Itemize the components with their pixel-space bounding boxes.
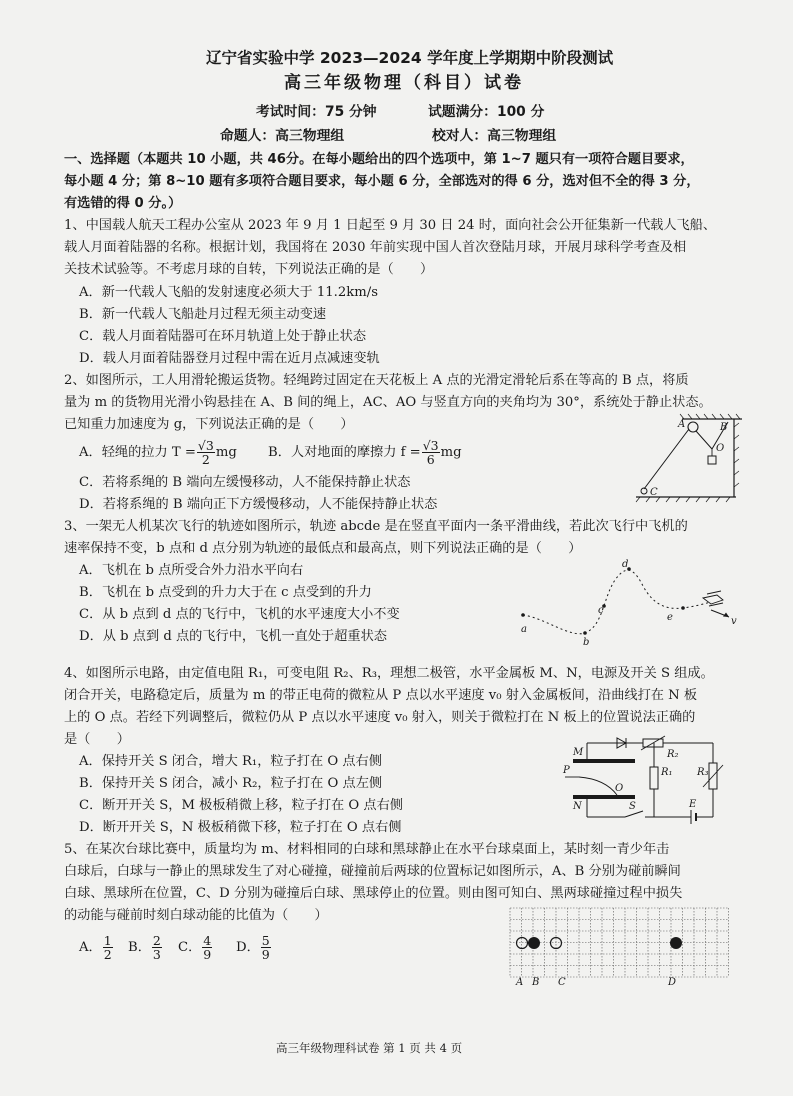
section1-line2: 每小题 4 分；第 8~10 题有多项符合题目要求，每小题 6 分，全部选对的得 6 分，选对但不全的得 3 分， — [64, 174, 700, 189]
q5-line1: 5、在某次台球比赛中，质量均为 m、材料相同的白球和黑球静止在水平台球桌面上，某时刻一青少年击 — [64, 842, 670, 857]
q2-pulley-figure — [630, 413, 750, 503]
q1-option-a: A．新一代载人飞船的发射速度必须大于 11.2km/s — [79, 285, 378, 300]
q5-label-b: B — [532, 977, 540, 988]
q2-option-b-suffix: mg — [440, 445, 462, 460]
q5-label-d: D — [668, 977, 677, 988]
q1-option-c: C．载人月面着陆器可在环月轨道上处于静止状态 — [79, 329, 367, 344]
exam-time: 考试时间：75 分钟 — [256, 104, 377, 120]
q5-grid-lines — [510, 908, 729, 977]
q3-point-a — [521, 613, 525, 617]
exam-checker: 校对人：高三物理组 — [432, 128, 557, 144]
q5-label-a: A — [516, 977, 524, 988]
q3-label-d: d — [622, 559, 629, 570]
q5-label-c: C — [558, 977, 566, 988]
q1-line3: 关技术试验等。不考虑月球的自转，下列说法正确的是（ ） — [64, 262, 434, 277]
q4-label-n: N — [573, 801, 582, 812]
q4-option-c: C．断开开关 S，M 极板稍微上移，粒子打在 O 点右侧 — [79, 798, 403, 813]
q4-label-p: P — [563, 765, 570, 776]
q2-option-b-numerator: √3 — [422, 438, 439, 453]
q5-line3: 白球、黑球所在位置，C、D 分别为碰撞后白球、黑球停止的位置。则由图可知白、黑两球碰撞过程中损失 — [64, 886, 683, 901]
q3-label-a: a — [521, 624, 527, 635]
q4-option-b: B．保持开关 S 闭合，减小 R₂，粒子打在 O 点左侧 — [79, 776, 383, 791]
q2-option-b-prefix: B．人对地面的摩擦力 f = — [268, 445, 421, 460]
q4-line4: 是（ ） — [64, 732, 130, 747]
q4-circuit-figure — [565, 735, 735, 830]
q2-option-b — [268, 436, 462, 470]
q4-label-r2: R₂ — [667, 749, 679, 760]
drone-icon — [703, 591, 723, 606]
q1-line1: 1、中国载人航天工程办公室从 2023 年 9 月 1 日起至 9 月 30 日 24 时，面向社会公开征集新一代载人飞船、 — [64, 218, 717, 233]
q4-option-d: D．断开开关 S，N 极板稍微下移，粒子打在 O 点右侧 — [79, 820, 402, 835]
q5-option-b-label: B． — [128, 940, 151, 955]
exam-score: 试题满分：100 分 — [428, 104, 545, 120]
q3-trajectory-figure — [515, 558, 755, 648]
section1-line1: 一、选择题（本题共 10 小题，共 46分。在每小题给出的四个选项中，第 1~7 题只有一项符合题目要求， — [64, 152, 694, 167]
q4-label-r1: R₁ — [661, 767, 673, 778]
q5-option-a-denominator: 2 — [103, 947, 112, 962]
q2-option-b-denominator: 6 — [426, 452, 435, 467]
q4-label-o: O — [615, 783, 624, 794]
q2-line1: 2、如图所示，工人用滑轮搬运货物。轻绳跨过固定在天花板上 A 点的光滑定滑轮后系在等高的 B 点，将质 — [64, 373, 689, 388]
q2-option-a-prefix: A．轻绳的拉力 T = — [79, 445, 196, 460]
exam-title: 辽宁省实验中学 2023—2024 学年度上学期期中阶段测试 — [206, 49, 614, 67]
q5-option-c-denominator: 9 — [203, 947, 212, 962]
q5-option-d-fraction — [261, 934, 271, 961]
q5-option-c-label: C． — [178, 940, 202, 955]
exam-subtitle: 高三年级物理（科目）试卷 — [284, 73, 524, 93]
q4-label-r3: R₃ — [697, 767, 709, 778]
q5-option-d-label: D． — [236, 940, 260, 955]
q1-line2: 载人月面着陆器的名称。根据计划，我国将在 2030 年前实现中国人首次登陆月球，开展月球科学考查及相 — [64, 240, 687, 255]
q3-point-b — [583, 631, 587, 635]
q4-line2: 闭合开关，电路稳定后，质量为 m 的带正电荷的微粒从 P 点以水平速度 v₀ 射入金属板间，沿曲线打在 N 板 — [64, 688, 698, 703]
q5-option-d-denominator: 9 — [261, 947, 270, 962]
q3-point-e — [681, 606, 685, 610]
q5-option-d-numerator: 5 — [261, 933, 270, 948]
exam-author: 命题人：高三物理组 — [220, 128, 345, 144]
q2-rope-ao — [696, 431, 712, 449]
q5-option-b-denominator: 3 — [152, 947, 161, 962]
q2-option-a-numerator: √3 — [197, 438, 214, 453]
q5-option-d — [236, 928, 272, 968]
q5-black-ball-b — [528, 937, 540, 949]
q4-option-a: A．保持开关 S 闭合，增大 R₁，粒子打在 O 点右侧 — [79, 754, 382, 769]
q2-option-a-fraction — [197, 439, 215, 466]
q2-wall-hatch — [734, 423, 739, 487]
q5-black-ball-d — [670, 937, 682, 949]
q5-option-a-numerator: 1 — [103, 933, 112, 948]
q5-option-a — [79, 928, 114, 968]
q5-option-c — [178, 928, 213, 968]
q2-option-a-suffix: mg — [215, 445, 237, 460]
q5-option-c-numerator: 4 — [203, 933, 212, 948]
q1-option-d: D．载人月面着陆器登月过程中需在近月点减速变轨 — [79, 351, 380, 366]
q5-line4: 的动能与碰前时刻白球动能的比值为（ ） — [64, 908, 328, 923]
q2-ceiling-hatch — [680, 414, 740, 419]
q4-plate-n — [573, 795, 635, 799]
q2-label-b: B — [720, 422, 728, 433]
q2-pulley-wheel — [688, 422, 698, 432]
q5-option-b-numerator: 2 — [152, 933, 161, 948]
q3-option-a: A．飞机在 b 点所受合外力沿水平向右 — [79, 563, 304, 578]
q3-label-c: c — [598, 605, 604, 616]
q2-rope-ac — [644, 429, 689, 489]
q3-option-d: D．从 b 点到 d 点的飞行中，飞机一直处于超重状态 — [79, 629, 387, 644]
q5-option-c-fraction — [202, 934, 212, 961]
q2-label-o: O — [716, 443, 725, 454]
q1-option-b: B．新一代载人飞船赴月过程无须主动变速 — [79, 307, 327, 322]
q2-line3: 已知重力加速度为 g，下列说法正确的是（ ） — [64, 417, 354, 432]
q2-label-c: C — [650, 487, 658, 498]
page-footer: 高三年级物理科试卷 第 1 页 共 4 页 — [276, 1041, 463, 1055]
q5-option-b-fraction — [152, 934, 162, 961]
battery-icon — [691, 810, 696, 824]
q4-label-s: S — [629, 801, 636, 812]
q4-particle-path — [579, 777, 617, 795]
q3-label-v: v — [731, 616, 737, 627]
q3-line1: 3、一架无人机某次飞行的轨迹如图所示，轨迹 abcde 是在竖直平面内一条平滑曲线，若此次飞行中飞机的 — [64, 519, 688, 534]
q4-line1: 4、如图所示电路，由定值电阻 R₁，可变电阻 R₂、R₃，理想二极管，水平金属板 M、N，电源及开关 S 组成。 — [64, 666, 714, 681]
section1-line3: 有选错的得 0 分。） — [64, 196, 182, 211]
q2-option-d: D．若将系绳的 B 端向正下方缓慢移动，人不能保持静止状态 — [79, 497, 438, 512]
q3-label-b: b — [583, 637, 590, 648]
q5-white-ball-a — [517, 938, 528, 949]
q2-label-a: A — [678, 419, 686, 430]
q2-option-a — [79, 436, 237, 470]
q4-label-m: M — [573, 747, 584, 758]
q2-line2: 量为 m 的货物用光滑小钩悬挂在 A、B 间的绳上，AC、AO 与竖直方向的夹角均为 30°，系统处于静止状态。 — [64, 395, 712, 410]
q4-label-e: E — [689, 799, 697, 810]
q2-cargo-box — [708, 456, 716, 464]
q4-line3: 上的 O 点。若经下列调整后，微粒仍从 P 点以水平速度 v₀ 射入，则关于微粒打在 N 板上的位置说法正确的 — [64, 710, 696, 725]
q5-option-a-fraction — [103, 934, 113, 961]
q5-option-b — [128, 928, 163, 968]
q5-line2: 白球后，白球与一静止的黑球发生了对心碰撞，碰撞前后两球的位置标记如图所示，A、B 分别为碰前瞬间 — [64, 864, 681, 879]
q3-option-b: B．飞机在 b 点受到的升力大于在 c 点受到的升力 — [79, 585, 372, 600]
q2-option-b-fraction — [422, 439, 440, 466]
q3-option-c: C．从 b 点到 d 点的飞行中，飞机的水平速度大小不变 — [79, 607, 400, 622]
q2-option-a-denominator: 2 — [201, 452, 210, 467]
q5-option-a-label: A． — [79, 940, 102, 955]
q3-label-e: e — [667, 612, 673, 623]
q4-resistor-r1 — [650, 767, 658, 789]
q3-trajectory-curve — [523, 570, 711, 634]
q5-billiard-grid — [508, 906, 740, 998]
q4-plate-m — [573, 759, 635, 763]
q3-line2: 速率保持不变，b 点和 d 点分别为轨迹的最低点和最高点，则下列说法正确的是（ ） — [64, 541, 582, 556]
q2-option-c: C．若将系绳的 B 端向左缓慢移动，人不能保持静止状态 — [79, 475, 411, 490]
